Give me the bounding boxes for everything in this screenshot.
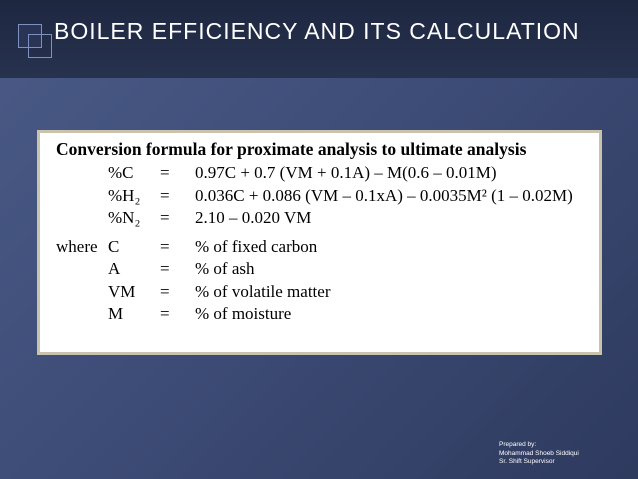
definition-symbol: C — [108, 236, 120, 256]
credit-line: Prepared by: — [499, 441, 537, 448]
equals-sign: = — [160, 304, 170, 324]
decorative-square-icon — [18, 24, 42, 48]
definition-row — [56, 303, 573, 326]
definition-row — [56, 258, 573, 281]
slide-title: BOILER EFFICIENCY AND ITS CALCULATION — [54, 18, 580, 44]
equation-symbol: %N₂ — [108, 208, 141, 228]
definition-meaning: % of moisture — [195, 304, 292, 324]
formula-image — [37, 130, 602, 355]
definition-meaning: % of volatile matter — [195, 281, 331, 301]
definition-row — [56, 281, 573, 304]
credit-author: Mohammad Shoeb Siddiqui — [499, 449, 579, 457]
equation-expression: 0.036C + 0.086 (VM – 0.1xA) – 0.0035M² (1 – 0.02M) — [195, 185, 573, 205]
equals-sign: = — [160, 163, 170, 183]
equation-row — [56, 207, 573, 230]
equation-expression: 0.97C + 0.7 (VM + 0.1A) – M(0.6 – 0.01M) — [195, 163, 497, 183]
definition-row — [56, 236, 573, 259]
equals-sign: = — [160, 185, 170, 205]
title-bar — [0, 0, 638, 78]
definition-symbol: VM — [108, 281, 136, 301]
definition-meaning: % of ash — [195, 259, 255, 279]
equals-sign: = — [160, 208, 170, 228]
equation-row — [56, 162, 573, 185]
definition-symbol: A — [108, 259, 121, 279]
where-label: where — [56, 236, 98, 256]
definition-symbol: M — [108, 304, 124, 324]
equals-sign: = — [160, 259, 170, 279]
formula-block — [56, 139, 573, 326]
equation-symbol: %H₂ — [108, 185, 141, 205]
formula-heading: Conversion formula for proximate analysis to ultimate analysis — [56, 139, 527, 159]
equals-sign: = — [160, 281, 170, 301]
equation-row — [56, 185, 573, 208]
equals-sign: = — [160, 236, 170, 256]
credit-role: Sr. Shift Supervisor — [499, 458, 555, 465]
equation-expression: 2.10 – 0.020 VM — [195, 208, 312, 228]
equation-symbol: %C — [108, 163, 134, 183]
definition-meaning: % of fixed carbon — [195, 236, 318, 256]
author-credit — [499, 441, 579, 467]
